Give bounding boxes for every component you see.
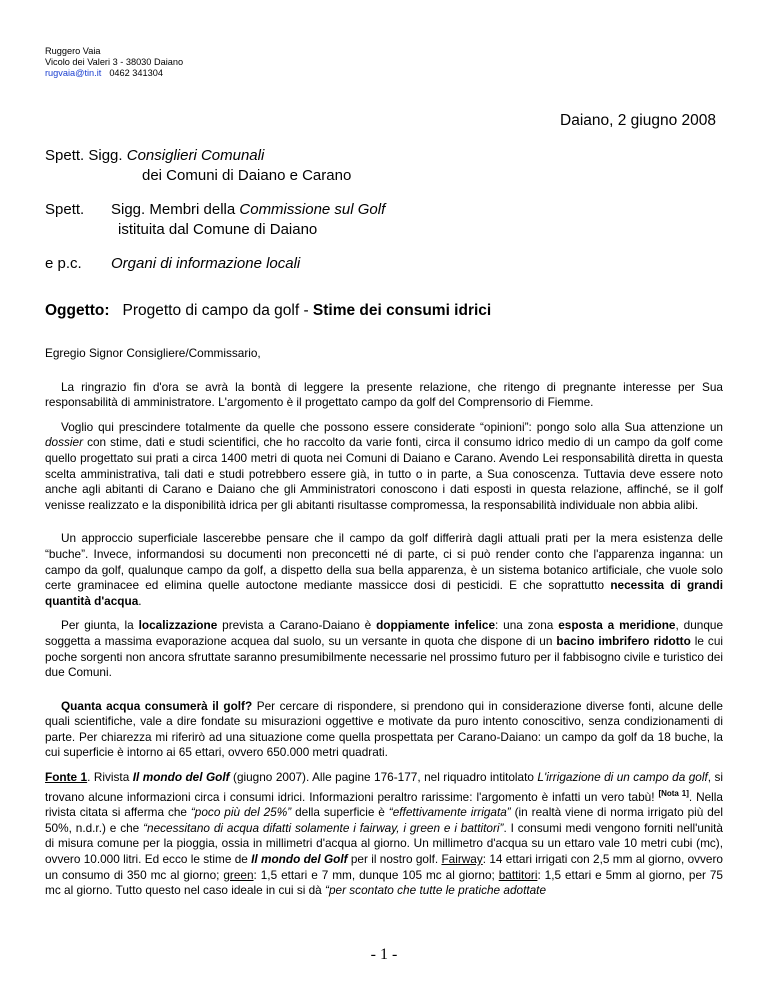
sender-phone: 0462 341304	[109, 68, 163, 78]
date-line: Daiano, 2 giugno 2008	[560, 112, 716, 129]
sender-name: Ruggero Vaia	[45, 46, 101, 56]
page-number: - 1 -	[370, 946, 398, 963]
subject-bold: Stime dei consumi idrici	[312, 302, 492, 319]
paragraph-4: Per giunta, la localizzazione prevista a Carano-Daiano è doppiamente infelice: una zona esposta a meridione, dunque soggetta a massima evaporazione acquea dal suolo, su un versante in quota che dispone di un bacino imbrifero ridotto le cui poche sorgenti non ancora sfruttate saranno presumibilmente necessarie nel prossimo futuro per il fabbisogno civile e turistico dei due Comuni.	[45, 618, 724, 680]
subject-label: Oggetto:	[45, 302, 110, 319]
sender-address: Vicolo dei Valeri 3 - 38030 Daiano	[45, 57, 184, 67]
recipient-role: Consiglieri Comunali	[126, 147, 265, 164]
recipient-label: Spett.	[45, 201, 85, 218]
sender-email-link[interactable]: rugvaia@tin.it	[45, 68, 102, 78]
footnote-ref: [Nota 1]	[658, 788, 689, 798]
paragraph-2: Voglio qui prescindere totalmente da quelle che possono essere considerate “opinioni”: pongo solo alla Sua attenzione un dossier con stime, dati e studi scientifici, che ho raccolto da varie fonti, circa il consumo idrico medio di un campo da golf come quello progettato sui prati a circa 1400 metri di quota nei Comuni di Daiano e Carano. Avendo Lei responsabilità diretta in questa scelta amministrativa, tali dati e studi potrebbero essere già, in tutto o in parte, a Sua conoscenza. Tuttavia deve essere noto anche agli abitanti di Carano e Daiano che gli Amministratori conoscono i dati esposti in questa relazione, affinché, se il golf venisse realizzato e la disponibilità idrica per gli abitanti risultasse compromessa, la responsabilità individuale non abbia alibi.	[45, 419, 723, 512]
subject-line: Oggetto: Progetto di campo da golf - Stime dei consumi idrici	[45, 302, 492, 319]
recipient-label: e p.c.	[45, 255, 82, 272]
salutation: Egregio Signor Consigliere/Commissario,	[45, 346, 261, 360]
paragraph-5: Quanta acqua consumerà il golf? Per cercare di rispondere, si prendono qui in considerazione diverse fonti, alcune delle quali scientifiche, vale a dire fondate su misurazioni oggettive e motivate da puro intento conoscitivo, senza condizionamenti di parte. Per chiarezza mi riferirò ad una situazione come quella prospettata per Carano-Daiano: un campo da golf da 18 buche, la cui superficie è intorno ai 65 ettari, ovvero 650.000 metri quadrati.	[45, 698, 723, 760]
recipient-label: Spett.	[45, 147, 85, 164]
recipient-cc	[45, 254, 300, 274]
recipient-role: Commissione sul Golf	[239, 201, 386, 218]
recipient-councillors: Spett. Sigg. Consiglieri Comunali dei Comuni di Daiano e Carano	[45, 147, 352, 184]
fonte-1-label: Fonte 1	[45, 770, 88, 785]
recipient-cc-text: Organi di informazione locali	[111, 255, 301, 272]
paragraph-fonte-1: Fonte 1. Rivista Il mondo del Golf (giugno 2007). Alle pagine 176-177, nel riquadro intitolato L'irrigazione di un campo da golf, si trovano alcune informazioni circa i consumi idrici. Informazioni peraltro rarissime: l'argomento è infatti un vero tabù! [Nota 1]. Nella rivista citata si afferma che “poco più del 25%” della superficie è “effettivamente irrigata” (in realtà viene di norma irrigato più del 50%, n.d.r.) e che “necessitano di acqua difatti solamente i fairway, i green e i battitori”. I consumi medi vengono forniti nell'unità di misura comune per la pioggia, ossia in millimetri d'acqua al giorno. Un millimetro d'acqua su un ettaro vale 10 metri cubi (mc), ovvero 10.000 litri. Ed ecco le stime de Il mondo del Golf per il nostro golf. Fairway: 14 ettari irrigati con 2,5 mm al giorno, ovvero un consumo di 350 mc al giorno; green: 1,5 ettari e 7 mm, dunque 105 mc al giorno; battitori: 1,5 ettari e 5mm al giorno, per 75 mc al giorno. Tutto questo nel caso ideale in cui si dà “per scontato che tutte le pratiche adottate	[45, 770, 723, 898]
recipient-commission: Spett. Sigg. Membri della Commissione sul Golf istituita dal Comune di Daiano	[45, 201, 386, 238]
paragraph-1: La ringrazio fin d'ora se avrà la bontà di leggere la presente relazione, che ritengo di pregnante interesse per Sua responsabilità di amministratore. L'argomento è il progettato campo da golf del Comprensorio di Fiemme.	[45, 379, 723, 410]
letter-body	[45, 346, 723, 899]
sender-block	[45, 46, 183, 79]
paragraph-3: Un approccio superficiale lascerebbe pensare che il campo da golf differirà dagli attuali prati per la mera esistenza delle “buche”. Invece, informandosi su documenti non preconcetti né di parte, ci si può render conto che l'apparenza inganna: un campo da golf, qualunque campo da golf, a dispetto della sua bella apparenza, è un sistema botanico artificiale, che vuole solo certe graminacee ed elimina quelle autoctone mediante massicce dosi di pesticidi. E che soprattutto necessita di grandi quantità d'acqua.	[45, 531, 723, 608]
